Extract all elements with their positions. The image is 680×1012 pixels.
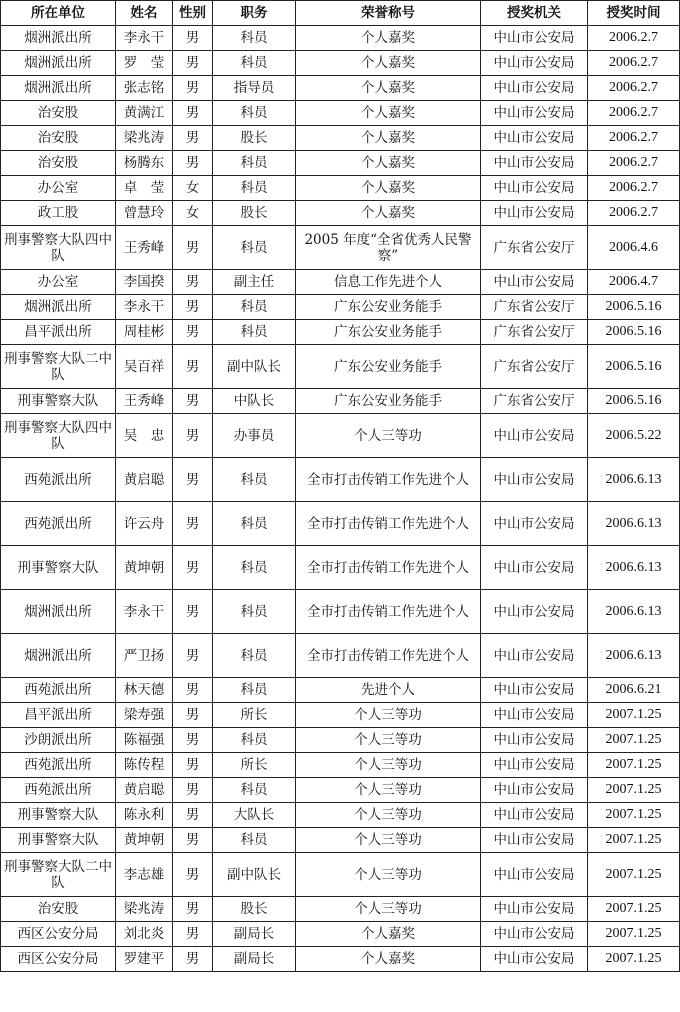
gender-cell: 男 [173,897,213,922]
authority-cell: 广东省公安厅 [481,389,588,414]
date-cell: 2006.2.7 [588,151,680,176]
unit-cell: 政工股 [1,201,116,226]
position-cell: 办事员 [213,414,296,458]
honor-cell: 先进个人 [296,678,481,703]
unit-cell: 烟洲派出所 [1,295,116,320]
unit-cell: 治安股 [1,897,116,922]
honor-cell: 全市打击传销工作先进个人 [296,458,481,502]
position-cell: 科员 [213,26,296,51]
authority-cell: 中山市公安局 [481,270,588,295]
position-cell: 所长 [213,753,296,778]
name-cell: 李永干 [116,295,173,320]
col-header-unit: 所在单位 [1,1,116,26]
unit-cell: 刑事警察大队 [1,803,116,828]
position-cell: 副局长 [213,947,296,972]
name-cell: 李志雄 [116,853,173,897]
gender-cell: 男 [173,678,213,703]
date-cell: 2006.5.22 [588,414,680,458]
authority-cell: 中山市公安局 [481,590,588,634]
name-cell: 梁兆涛 [116,897,173,922]
position-cell: 科员 [213,295,296,320]
table-row [1,778,680,803]
table-row [1,176,680,201]
position-cell: 科员 [213,828,296,853]
name-cell: 黄启聪 [116,778,173,803]
unit-cell: 西苑派出所 [1,458,116,502]
honor-cell: 个人嘉奖 [296,201,481,226]
authority-cell: 中山市公安局 [481,634,588,678]
date-cell: 2006.6.13 [588,590,680,634]
gender-cell: 男 [173,76,213,101]
table-row [1,101,680,126]
name-cell: 梁兆涛 [116,126,173,151]
date-cell: 2006.2.7 [588,176,680,201]
date-cell: 2007.1.25 [588,828,680,853]
authority-cell: 广东省公安厅 [481,345,588,389]
gender-cell: 男 [173,502,213,546]
authority-cell: 中山市公安局 [481,853,588,897]
position-cell: 股长 [213,201,296,226]
name-cell: 刘北炎 [116,922,173,947]
position-cell: 大队长 [213,803,296,828]
name-cell: 卓 莹 [116,176,173,201]
honor-cell: 个人嘉奖 [296,947,481,972]
gender-cell: 男 [173,270,213,295]
table-row [1,126,680,151]
gender-cell: 男 [173,414,213,458]
name-cell: 李国揆 [116,270,173,295]
name-cell: 梁寿强 [116,703,173,728]
gender-cell: 男 [173,546,213,590]
name-cell: 陈传程 [116,753,173,778]
table-row [1,345,680,389]
unit-cell: 刑事警察大队 [1,546,116,590]
name-cell: 李永干 [116,26,173,51]
authority-cell: 中山市公安局 [481,922,588,947]
col-header-date: 授奖时间 [588,1,680,26]
unit-cell: 西苑派出所 [1,678,116,703]
unit-cell: 刑事警察大队二中队 [1,345,116,389]
honor-cell: 广东公安业务能手 [296,320,481,345]
honor-cell: 全市打击传销工作先进个人 [296,590,481,634]
unit-cell: 刑事警察大队四中队 [1,226,116,270]
table-row [1,26,680,51]
date-cell: 2006.6.13 [588,458,680,502]
honor-cell: 个人嘉奖 [296,922,481,947]
authority-cell: 中山市公安局 [481,753,588,778]
name-cell: 严卫扬 [116,634,173,678]
honor-cell: 个人嘉奖 [296,101,481,126]
date-cell: 2006.6.13 [588,634,680,678]
name-cell: 李永干 [116,590,173,634]
name-cell: 黄坤朝 [116,828,173,853]
honor-cell: 全市打击传销工作先进个人 [296,546,481,590]
gender-cell: 男 [173,778,213,803]
table-row [1,703,680,728]
date-cell: 2006.6.13 [588,502,680,546]
gender-cell: 女 [173,201,213,226]
gender-cell: 男 [173,803,213,828]
table-row [1,151,680,176]
name-cell: 陈福强 [116,728,173,753]
honor-cell: 个人三等功 [296,803,481,828]
table-row [1,803,680,828]
date-cell: 2007.1.25 [588,947,680,972]
gender-cell: 男 [173,728,213,753]
position-cell: 中队长 [213,389,296,414]
honor-cell: 个人三等功 [296,897,481,922]
date-cell: 2006.6.13 [588,546,680,590]
gender-cell: 男 [173,703,213,728]
date-cell: 2007.1.25 [588,853,680,897]
position-cell: 科员 [213,458,296,502]
table-row [1,389,680,414]
name-cell: 罗 莹 [116,51,173,76]
authority-cell: 中山市公安局 [481,126,588,151]
unit-cell: 刑事警察大队二中队 [1,853,116,897]
col-header-honor: 荣誉称号 [296,1,481,26]
table-row [1,590,680,634]
name-cell: 陈永利 [116,803,173,828]
unit-cell: 西苑派出所 [1,778,116,803]
authority-cell: 中山市公安局 [481,51,588,76]
gender-cell: 男 [173,828,213,853]
table-row [1,897,680,922]
date-cell: 2006.5.16 [588,389,680,414]
date-cell: 2006.5.16 [588,345,680,389]
name-cell: 杨腾东 [116,151,173,176]
unit-cell: 烟洲派出所 [1,634,116,678]
table-row [1,728,680,753]
table-row [1,753,680,778]
date-cell: 2006.4.7 [588,270,680,295]
unit-cell: 治安股 [1,126,116,151]
unit-cell: 烟洲派出所 [1,51,116,76]
col-header-position: 职务 [213,1,296,26]
gender-cell: 男 [173,458,213,502]
date-cell: 2006.5.16 [588,295,680,320]
position-cell: 科员 [213,101,296,126]
date-cell: 2007.1.25 [588,897,680,922]
position-cell: 科员 [213,176,296,201]
name-cell: 黄满江 [116,101,173,126]
authority-cell: 中山市公安局 [481,947,588,972]
unit-cell: 西区公安分局 [1,947,116,972]
authority-cell: 中山市公安局 [481,26,588,51]
gender-cell: 男 [173,753,213,778]
authority-cell: 中山市公安局 [481,502,588,546]
table-row [1,634,680,678]
name-cell: 周桂彬 [116,320,173,345]
position-cell: 科员 [213,678,296,703]
table-row [1,828,680,853]
unit-cell: 治安股 [1,151,116,176]
gender-cell: 男 [173,26,213,51]
table-row [1,947,680,972]
honor-cell: 个人三等功 [296,414,481,458]
gender-cell: 男 [173,947,213,972]
col-header-gender: 性别 [173,1,213,26]
unit-cell: 刑事警察大队四中队 [1,414,116,458]
authority-cell: 中山市公安局 [481,803,588,828]
unit-cell: 办公室 [1,176,116,201]
header-row [1,1,680,26]
position-cell: 科员 [213,151,296,176]
honor-cell: 广东公安业务能手 [296,295,481,320]
position-cell: 科员 [213,546,296,590]
date-cell: 2006.4.6 [588,226,680,270]
honor-cell: 广东公安业务能手 [296,389,481,414]
gender-cell: 男 [173,226,213,270]
position-cell: 科员 [213,320,296,345]
authority-cell: 中山市公安局 [481,778,588,803]
name-cell: 王秀峰 [116,389,173,414]
position-cell: 科员 [213,502,296,546]
gender-cell: 男 [173,101,213,126]
unit-cell: 烟洲派出所 [1,26,116,51]
gender-cell: 男 [173,51,213,76]
gender-cell: 男 [173,853,213,897]
honor-cell: 个人三等功 [296,828,481,853]
table-row [1,678,680,703]
authority-cell: 中山市公安局 [481,151,588,176]
name-cell: 王秀峰 [116,226,173,270]
date-cell: 2006.6.21 [588,678,680,703]
authority-cell: 广东省公安厅 [481,320,588,345]
table-row [1,51,680,76]
date-cell: 2006.2.7 [588,201,680,226]
table-row [1,414,680,458]
table-row [1,270,680,295]
name-cell: 许云舟 [116,502,173,546]
date-cell: 2007.1.25 [588,728,680,753]
position-cell: 副主任 [213,270,296,295]
unit-cell: 刑事警察大队 [1,389,116,414]
position-cell: 科员 [213,728,296,753]
unit-cell: 沙朗派出所 [1,728,116,753]
position-cell: 指导员 [213,76,296,101]
position-cell: 科员 [213,778,296,803]
table-row [1,76,680,101]
honor-cell: 个人嘉奖 [296,151,481,176]
date-cell: 2007.1.25 [588,922,680,947]
authority-cell: 中山市公安局 [481,728,588,753]
name-cell: 黄坤朝 [116,546,173,590]
authority-cell: 中山市公安局 [481,703,588,728]
date-cell: 2007.1.25 [588,803,680,828]
position-cell: 科员 [213,590,296,634]
table-row [1,546,680,590]
honor-cell: 个人嘉奖 [296,126,481,151]
gender-cell: 男 [173,590,213,634]
authority-cell: 中山市公安局 [481,828,588,853]
honor-cell: 个人三等功 [296,703,481,728]
date-cell: 2007.1.25 [588,703,680,728]
date-cell: 2006.5.16 [588,320,680,345]
table-row [1,226,680,270]
table-row [1,853,680,897]
honor-cell: 个人嘉奖 [296,26,481,51]
unit-cell: 西区公安分局 [1,922,116,947]
authority-cell: 中山市公安局 [481,897,588,922]
authority-cell: 中山市公安局 [481,414,588,458]
table-row [1,295,680,320]
honor-cell: 全市打击传销工作先进个人 [296,634,481,678]
gender-cell: 女 [173,176,213,201]
gender-cell: 男 [173,389,213,414]
gender-cell: 男 [173,345,213,389]
name-cell: 张志铭 [116,76,173,101]
position-cell: 科员 [213,226,296,270]
honor-cell: 2005 年度“全省优秀人民警察” [296,226,481,270]
authority-cell: 中山市公安局 [481,546,588,590]
honor-cell: 个人三等功 [296,728,481,753]
honor-cell: 个人嘉奖 [296,176,481,201]
authority-cell: 中山市公安局 [481,458,588,502]
name-cell: 吴 忠 [116,414,173,458]
gender-cell: 男 [173,295,213,320]
position-cell: 副中队长 [213,345,296,389]
honor-cell: 广东公安业务能手 [296,345,481,389]
name-cell: 曾慧玲 [116,201,173,226]
unit-cell: 刑事警察大队 [1,828,116,853]
authority-cell: 广东省公安厅 [481,226,588,270]
unit-cell: 烟洲派出所 [1,590,116,634]
unit-cell: 西苑派出所 [1,753,116,778]
name-cell: 黄启聪 [116,458,173,502]
honor-cell: 个人嘉奖 [296,51,481,76]
table-row [1,458,680,502]
name-cell: 吴百祥 [116,345,173,389]
authority-cell: 中山市公安局 [481,101,588,126]
date-cell: 2006.2.7 [588,76,680,101]
unit-cell: 烟洲派出所 [1,76,116,101]
authority-cell: 中山市公安局 [481,76,588,101]
position-cell: 股长 [213,126,296,151]
date-cell: 2007.1.25 [588,753,680,778]
table-row [1,201,680,226]
authority-cell: 中山市公安局 [481,176,588,201]
unit-cell: 昌平派出所 [1,320,116,345]
col-header-authority: 授奖机关 [481,1,588,26]
table-row [1,320,680,345]
authority-cell: 中山市公安局 [481,678,588,703]
unit-cell: 治安股 [1,101,116,126]
position-cell: 所长 [213,703,296,728]
name-cell: 林天德 [116,678,173,703]
name-cell: 罗建平 [116,947,173,972]
unit-cell: 昌平派出所 [1,703,116,728]
date-cell: 2007.1.25 [588,778,680,803]
gender-cell: 男 [173,634,213,678]
table-row [1,502,680,546]
date-cell: 2006.2.7 [588,101,680,126]
authority-cell: 中山市公安局 [481,201,588,226]
authority-cell: 广东省公安厅 [481,295,588,320]
table-row [1,922,680,947]
unit-cell: 西苑派出所 [1,502,116,546]
position-cell: 副中队长 [213,853,296,897]
honor-cell: 个人三等功 [296,853,481,897]
date-cell: 2006.2.7 [588,126,680,151]
position-cell: 副局长 [213,922,296,947]
gender-cell: 男 [173,922,213,947]
position-cell: 科员 [213,51,296,76]
gender-cell: 男 [173,151,213,176]
gender-cell: 男 [173,320,213,345]
unit-cell: 办公室 [1,270,116,295]
date-cell: 2006.2.7 [588,26,680,51]
position-cell: 科员 [213,634,296,678]
col-header-name: 姓名 [116,1,173,26]
gender-cell: 男 [173,126,213,151]
honor-cell: 全市打击传销工作先进个人 [296,502,481,546]
honor-cell: 个人三等功 [296,753,481,778]
honor-cell: 信息工作先进个人 [296,270,481,295]
position-cell: 股长 [213,897,296,922]
honor-cell: 个人三等功 [296,778,481,803]
date-cell: 2006.2.7 [588,51,680,76]
honor-cell: 个人嘉奖 [296,76,481,101]
